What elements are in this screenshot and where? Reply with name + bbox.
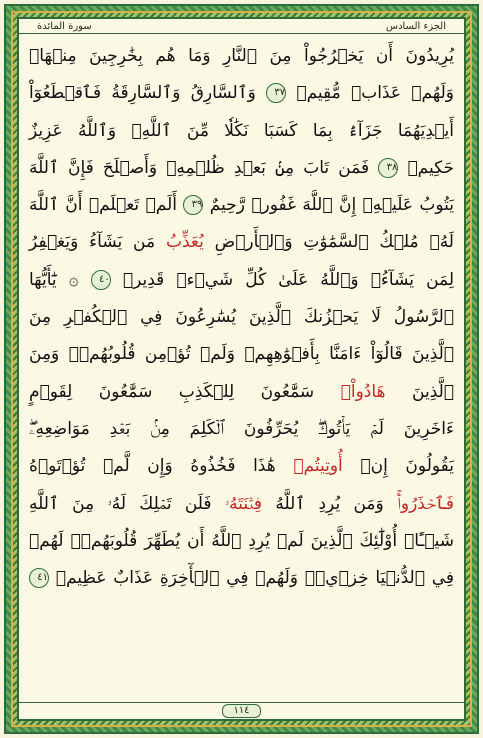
juz-label: الجزء السادس xyxy=(385,20,446,32)
verse-text: فِي ٱلدُّنۡيَا خِزۡيٞۖ وَلَهُمۡ فِي ٱلۡأٓخِرَةِ عَذَابٌ عَظِيمٞ xyxy=(55,568,454,589)
text-line xyxy=(23,187,460,224)
text-line xyxy=(23,448,460,485)
verse-text: ٱلرَّسُولُ لَا يَحۡزُنكَ ٱلَّذِينَ يُسَٰرِعُونَ فِي ٱلۡكُفۡرِ مِنَ xyxy=(29,307,454,328)
verse-text: سَمَّٰعُونَ لِلۡكَذِبِ سَمَّٰعُونَ لِقَوۡمٍ xyxy=(29,381,341,402)
highlighted-word: يُعَذِّبُ xyxy=(165,232,204,253)
verse-text: وَلَهُمۡ عَذَابٞ مُّقِيمٞ xyxy=(296,83,454,104)
verse-text: يَتُوبُ عَلَيۡهِۚ إِنَّ ٱللَّهَ غَفُورٞ رَّحِيمٌ xyxy=(209,195,455,216)
ayah-number-marker: ٣٨ xyxy=(378,158,398,178)
ayah-number-marker: ٣٩ xyxy=(183,195,203,215)
ayah-number-marker: ٣٧ xyxy=(266,83,286,103)
verse-text: ءَاخَرِينَ لَمۡ يَأۡتُوكَۖ يُحَرِّفُونَ ٱلۡكَلِمَ مِنۢ بَعۡدِ مَوَاضِعِهِۦۖ xyxy=(29,418,454,439)
text-line xyxy=(23,560,460,597)
page-number: ١١٤ xyxy=(222,704,260,718)
ayah-number-marker: ٤١ xyxy=(29,568,49,588)
text-panel xyxy=(17,17,466,721)
page-header xyxy=(19,19,464,34)
text-line xyxy=(23,486,460,523)
verse-text: هَٰذَا فَخُذُوهُ وَإِن لَّمۡ تُؤۡتَوۡهُ xyxy=(29,456,294,477)
highlighted-word: فَٱحۡذَرُواْۚ xyxy=(396,493,454,514)
ayah-number-marker: ٤٠ xyxy=(91,270,111,290)
verse-text: فَلَن تَمۡلِكَ لَهُۥ مِنَ ٱللَّهِ xyxy=(29,493,225,514)
highlighted-word: فِتۡنَتَهُۥ xyxy=(224,493,263,514)
verse-text: لَهُۥ مُلۡكُ ٱلسَّمَٰوَٰتِ وَٱلۡأَرۡضِ xyxy=(203,232,454,253)
text-line xyxy=(23,299,460,336)
verse-text: أَيۡدِيَهُمَا جَزَآءَۢ بِمَا كَسَبَا نَكَٰلٗا مِّنَ ٱللَّهِۗ وَٱللَّهُ عَزِيزٌ xyxy=(29,120,454,141)
quran-text-block xyxy=(23,38,460,701)
verse-text: يُرِيدُونَ أَن يَخۡرُجُواْ مِنَ ٱلنَّارِ وَمَا هُم بِخَٰرِجِينَ مِنۡهَاۖ xyxy=(29,46,454,66)
highlighted-word: أُوتِيتُمۡ xyxy=(293,456,343,477)
verse-text: مَن يَشَآءُ وَيَغۡفِرُ xyxy=(29,232,166,253)
verse-text: وَٱلسَّارِقُ وَٱلسَّارِقَةُ فَٱقۡطَعُوٓاْ xyxy=(29,83,256,104)
page-footer xyxy=(19,702,464,719)
text-line xyxy=(23,150,460,187)
verse-text: أَلَمۡ تَعۡلَمۡ أَنَّ ٱللَّهَ xyxy=(29,195,177,216)
verse-text: حَكِيمٞ xyxy=(407,157,455,178)
verse-text: ۞ يَٰٓأَيُّهَا xyxy=(29,269,79,290)
verse-text: يَقُولُونَ إِنۡ xyxy=(342,456,454,477)
verse-text: شَيۡـًٔاۚ أُوْلَٰٓئِكَ ٱلَّذِينَ لَمۡ يُرِدِ ٱللَّهُ أَن يُطَهِّرَ قُلُوبَهُمۡۚ لَهُمۡ xyxy=(29,530,454,551)
text-line xyxy=(23,38,460,75)
verse-text: لِمَن يَشَآءُۗ وَٱللَّهُ عَلَىٰ كُلِّ شَيۡءٖ قَدِيرٞ xyxy=(122,269,455,290)
text-line xyxy=(23,262,460,299)
surah-label: سورة المائدة xyxy=(37,20,92,32)
text-line xyxy=(23,523,460,560)
verse-text: فَمَن تَابَ مِنۢ بَعۡدِ ظُلۡمِهِۦ وَأَصۡلَحَ فَإِنَّ ٱللَّهَ xyxy=(29,157,370,178)
highlighted-word: هَادُواْۛ xyxy=(340,381,386,402)
text-line xyxy=(23,113,460,150)
verse-text: ٱلَّذِينَ قَالُوٓاْ ءَامَنَّا بِأَفۡوَٰهِهِمۡ وَلَمۡ تُؤۡمِن قُلُوبُهُمۡۛ وَمِنَ xyxy=(29,344,454,365)
text-line xyxy=(23,374,460,411)
verse-text: وَمَن يُرِدِ ٱللَّهُ xyxy=(262,493,397,514)
text-line xyxy=(23,411,460,448)
text-line xyxy=(23,75,460,112)
text-line xyxy=(23,224,460,261)
verse-text: ٱلَّذِينَ xyxy=(385,381,454,402)
text-line xyxy=(23,336,460,373)
